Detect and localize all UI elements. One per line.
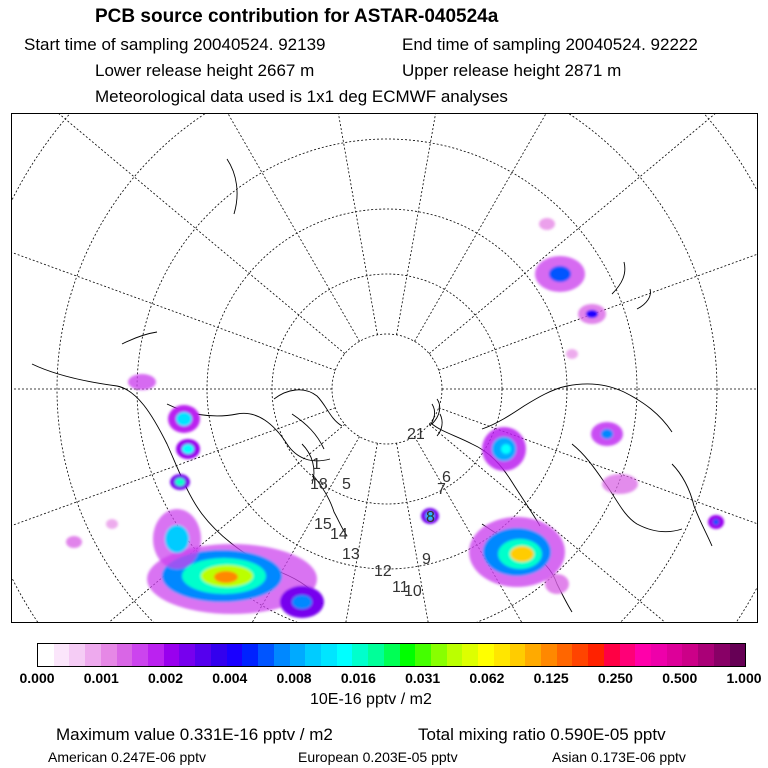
color-scale-cell — [69, 644, 85, 666]
color-scale-tick: 0.008 — [276, 670, 312, 686]
total-mixing-label: Total mixing ratio 0.590E-05 pptv — [418, 725, 666, 744]
time-label-18: 18 — [310, 476, 328, 493]
color-scale-cell — [38, 644, 54, 666]
met-data-label: Meteorological data used is 1x1 deg ECMWF analyses — [95, 87, 508, 106]
meridian-line — [415, 114, 738, 341]
color-scale-tick: 0.031 — [405, 670, 441, 686]
color-scale-tick: 0.001 — [83, 670, 119, 686]
time-label-6: 6 — [442, 469, 451, 486]
meridian-line — [12, 114, 345, 354]
color-scale-tick: 0.250 — [597, 670, 633, 686]
color-scale-cell — [258, 644, 274, 666]
meridian-line — [397, 114, 509, 335]
coast-siberia — [482, 384, 672, 432]
color-scale-cell — [101, 644, 117, 666]
color-scale-cell — [274, 644, 290, 666]
color-scale-cell — [164, 644, 180, 666]
color-scale-cell — [54, 644, 70, 666]
time-label-15: 15 — [314, 516, 332, 533]
color-scale-cell — [148, 644, 164, 666]
meridian-line — [37, 114, 360, 341]
color-scale-cell — [321, 644, 337, 666]
european-contribution: European 0.203E-05 pptv — [298, 749, 458, 765]
asian-contribution: Asian 0.173E-06 pptv — [552, 749, 686, 765]
polar-map — [12, 114, 757, 622]
plume-contours — [66, 218, 724, 618]
color-scale-tick: 0.125 — [533, 670, 569, 686]
time-label-8: 8 — [426, 509, 435, 526]
color-scale-cell — [635, 644, 651, 666]
color-scale-cell — [132, 644, 148, 666]
color-scale-bar — [37, 643, 746, 667]
color-scale-cell — [384, 644, 400, 666]
coast-archipelago — [292, 414, 324, 484]
start-time-label: Start time of sampling 20040524. 92139 — [24, 35, 326, 54]
color-scale-cell — [415, 644, 431, 666]
color-scale-tick: 0.002 — [148, 670, 184, 686]
color-scale-tick: 0.062 — [469, 670, 505, 686]
lower-height-label: Lower release height 2667 m — [95, 61, 315, 80]
color-scale-cell — [179, 644, 195, 666]
page-title: PCB source contribution for ASTAR-040524a — [95, 6, 499, 27]
color-scale-cell — [714, 644, 730, 666]
graticule — [12, 114, 757, 622]
color-scale-cell — [667, 644, 683, 666]
color-scale-tick: 0.000 — [19, 670, 55, 686]
time-label-1: 1 — [312, 456, 321, 473]
meridian-line — [429, 424, 757, 622]
color-scale-tick: 0.500 — [662, 670, 698, 686]
lat-circle-60 — [207, 209, 567, 569]
lat-circle-80 — [332, 334, 442, 444]
color-scale-cell — [431, 644, 447, 666]
color-scale-cell — [305, 644, 321, 666]
end-time-label: End time of sampling 20040524. 92222 — [402, 35, 698, 54]
map-panel — [11, 113, 758, 623]
time-label-14: 14 — [330, 526, 348, 543]
upper-height-label: Upper release height 2871 m — [402, 61, 622, 80]
color-scale-cell — [117, 644, 133, 666]
color-scale-cell — [494, 644, 510, 666]
color-scale-tick: 0.004 — [212, 670, 248, 686]
color-scale-cell — [211, 644, 227, 666]
meridian-line — [439, 150, 757, 371]
coast-eurasia-north — [432, 399, 540, 526]
color-scale-cell — [242, 644, 258, 666]
time-label-21: 21 — [407, 426, 425, 443]
color-scale-cell — [651, 644, 667, 666]
color-scale-cell — [352, 644, 368, 666]
color-scale-cell — [290, 644, 306, 666]
color-scale-cell — [604, 644, 620, 666]
american-contribution: American 0.247E-06 pptv — [48, 749, 206, 765]
color-scale-cell — [557, 644, 573, 666]
color-scale-cell — [400, 644, 416, 666]
color-scale-cell — [510, 644, 526, 666]
meridian-line — [265, 114, 377, 335]
coast-alaska — [122, 159, 237, 344]
time-label-12: 12 — [374, 563, 392, 580]
color-scale-cell — [541, 644, 557, 666]
coast-arctic-islands — [274, 390, 342, 426]
time-label-10: 10 — [404, 583, 422, 600]
color-scale-cell — [195, 644, 211, 666]
meridian-line — [415, 437, 738, 622]
plume-europe — [421, 427, 569, 594]
color-scale-cell — [227, 644, 243, 666]
color-scale-cell — [462, 644, 478, 666]
time-label-5: 5 — [342, 476, 351, 493]
color-scale-cell — [368, 644, 384, 666]
color-scale-cell — [525, 644, 541, 666]
plume-asia — [535, 218, 724, 529]
color-scale-cell — [682, 644, 698, 666]
time-label-7: 7 — [437, 481, 446, 498]
color-scale-cell — [572, 644, 588, 666]
units-label: 10E-16 pptv / m2 — [310, 691, 432, 708]
color-scale-tick: 1.000 — [726, 670, 762, 686]
color-scale-cell — [447, 644, 463, 666]
color-scale-cell — [730, 644, 746, 666]
meridian-line — [12, 150, 335, 371]
time-label-13: 13 — [342, 546, 360, 563]
coast-kamchatka — [612, 262, 650, 309]
color-scale-cell — [337, 644, 353, 666]
time-labels — [310, 426, 451, 600]
time-label-11: 11 — [392, 579, 409, 596]
color-scale-cell — [588, 644, 604, 666]
color-scale-cell — [620, 644, 636, 666]
color-scale-cell — [85, 644, 101, 666]
plume-america — [66, 374, 324, 618]
max-value-label: Maximum value 0.331E-16 pptv / m2 — [56, 725, 333, 744]
color-scale-cell — [698, 644, 714, 666]
time-label-9: 9 — [422, 551, 431, 568]
color-scale-tick: 0.016 — [340, 670, 376, 686]
color-scale-cell — [478, 644, 494, 666]
